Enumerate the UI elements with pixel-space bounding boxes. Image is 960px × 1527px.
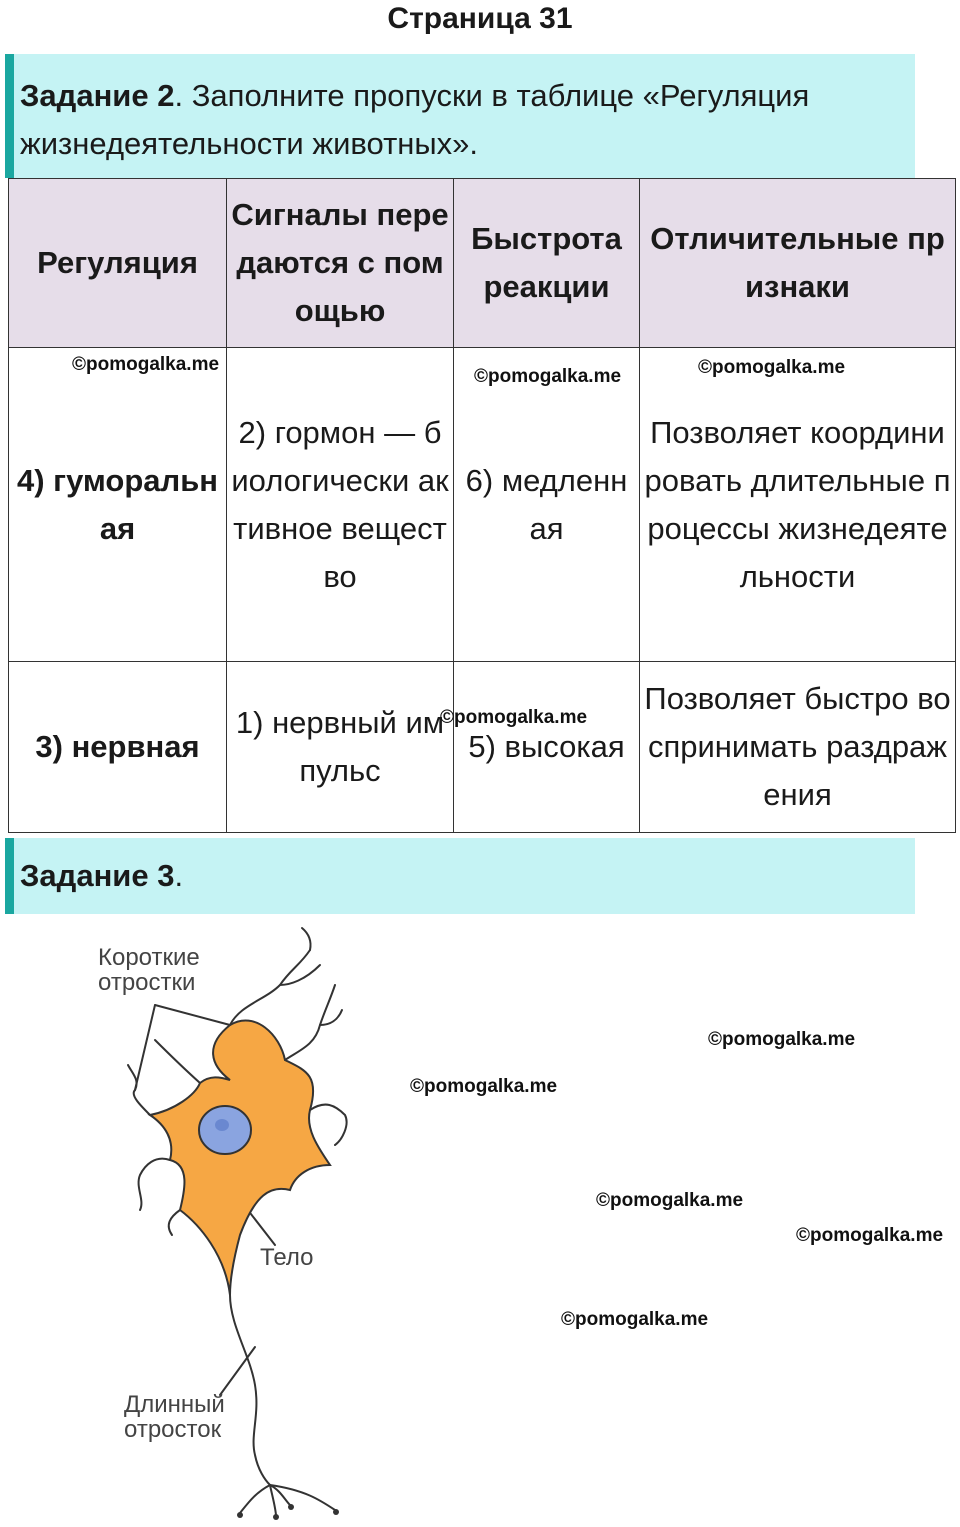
task2-label: Задание 2 xyxy=(20,78,175,113)
pointer-line-long xyxy=(220,1347,255,1395)
cell-speed-nervous: 5) высокая xyxy=(454,662,640,833)
axon-terminal xyxy=(240,1485,270,1513)
cell-features-nervous: Позволяет быстро воспринимать раздражения xyxy=(640,662,956,833)
pointer-line-short-2 xyxy=(155,1005,230,1025)
table-row xyxy=(9,348,956,662)
label-short-processes: Короткие отростки xyxy=(98,944,200,996)
pointer-line-short-1 xyxy=(135,1005,155,1090)
watermark: ©pomogalka.me xyxy=(596,1190,744,1211)
dendrite xyxy=(155,1040,200,1083)
dendrite xyxy=(285,985,335,1060)
dendrite xyxy=(169,1210,180,1235)
dendrite xyxy=(230,950,310,1025)
task3-banner xyxy=(5,838,915,914)
watermark: ©pomogalka.me xyxy=(474,366,622,387)
page-title: Страница 31 xyxy=(387,2,573,35)
cell-speed-humoral: 6) медленная xyxy=(454,348,640,662)
cell-features-humoral: Позволяет координировать длительные процессы жизнедеятельности xyxy=(640,348,956,662)
axon-terminal xyxy=(270,1485,335,1510)
watermark: ©pomogalka.me xyxy=(698,357,846,378)
watermark: ©pomogalka.me xyxy=(561,1309,709,1330)
task2-banner xyxy=(5,54,915,178)
header-signals: Сигналы передаются с помощью xyxy=(227,179,454,348)
table-row xyxy=(9,662,956,833)
table-header-row xyxy=(9,179,956,348)
dendrite xyxy=(310,1105,347,1145)
watermark: ©pomogalka.me xyxy=(410,1076,558,1097)
task3-text: . xyxy=(174,858,184,893)
cell-regulation-humoral: 4) гуморальная xyxy=(9,348,227,662)
dendrite xyxy=(302,928,311,950)
cell-signals-humoral: 2) гормон — биологически активное вещество xyxy=(227,348,454,662)
cell-signals-nervous: 1) нервный импульс xyxy=(227,662,454,833)
header-speed: Быстрота реакции xyxy=(454,179,640,348)
label-cell-body: Тело xyxy=(260,1244,314,1271)
watermark: ©pomogalka.me xyxy=(708,1029,856,1050)
task2-text: . Заполните пропуски в таблице «Регуляция жизнедеятельности животных». xyxy=(20,78,810,161)
dendrite xyxy=(139,1159,170,1210)
header-regulation: Регуляция xyxy=(9,179,227,348)
neuron-diagram xyxy=(80,925,380,1522)
axon xyxy=(230,1295,270,1485)
dendrite xyxy=(280,965,320,985)
watermark: ©pomogalka.me xyxy=(72,354,220,375)
watermark: ©pomogalka.me xyxy=(796,1225,944,1246)
regulation-table xyxy=(8,178,956,833)
task3-label: Задание 3 xyxy=(20,858,175,893)
label-long-process: Длинный отросток xyxy=(124,1391,225,1443)
header-features: Отличительные признаки xyxy=(640,179,956,348)
cell-regulation-nervous: 3) нервная xyxy=(9,662,227,833)
watermark: ©pomogalka.me xyxy=(440,707,588,728)
